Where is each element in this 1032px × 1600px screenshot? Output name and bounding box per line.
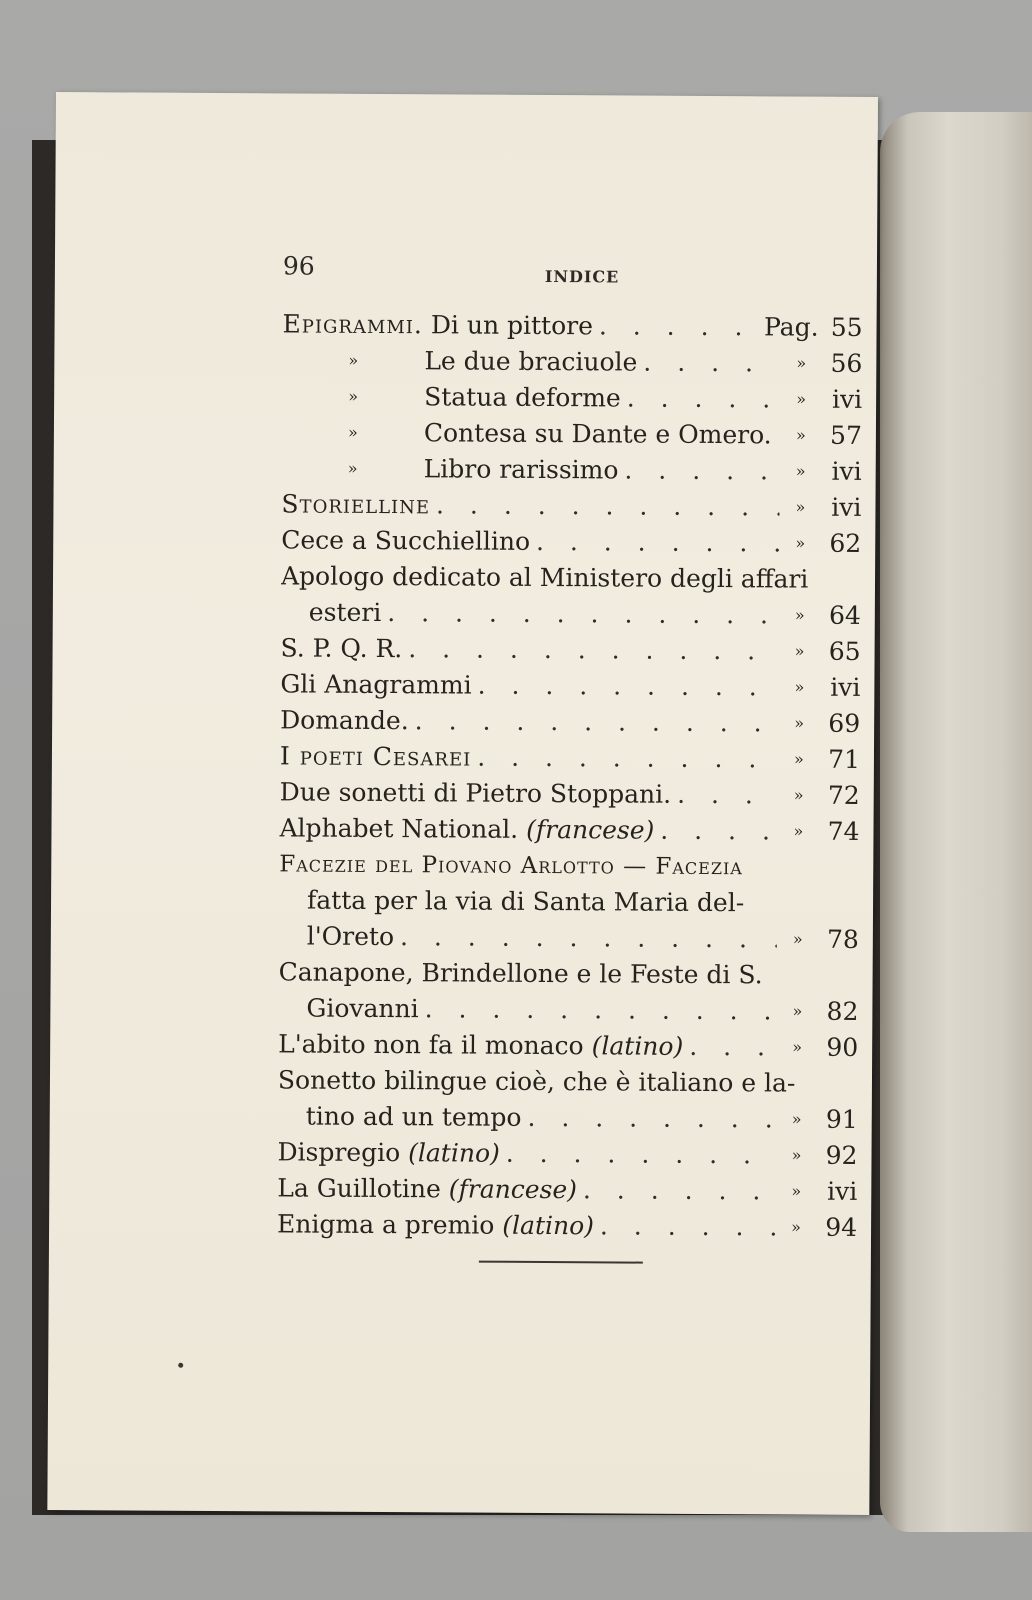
dot-leader <box>683 1030 776 1065</box>
dot-leader <box>530 525 779 561</box>
page-ref: ivi <box>831 384 863 414</box>
dot-leader <box>521 1101 775 1137</box>
page-ref: ivi <box>831 456 862 486</box>
toc-entry-line: fatta per la via di Santa Maria del- <box>306 885 745 918</box>
page-ref: 90 <box>826 1032 859 1062</box>
page-ref: 78 <box>826 924 859 954</box>
toc-entry: Enigma a premio (latino) . . . » 94 <box>277 1207 857 1245</box>
page-ref: 64 <box>828 600 861 630</box>
page-ref: ivi <box>827 1176 858 1206</box>
dot-leader <box>577 1173 776 1208</box>
toc-entry: L'abito non fa il monaco (latino) . . . » 90 <box>278 1027 858 1065</box>
page-ref: 62 <box>829 528 862 558</box>
dot-leader <box>381 596 779 632</box>
page-ref: 74 <box>827 816 860 846</box>
toc-entry-line: Sonetto bilingue cioè, che è italiano e la- <box>277 1065 796 1098</box>
dot-leader <box>471 741 778 777</box>
table-of-contents <box>47 92 878 1515</box>
toc-entry: esteri . . . » 64 <box>309 596 861 633</box>
toc-entry: Giovanni . . . » 82 <box>306 992 858 1029</box>
dot-leader <box>394 920 777 956</box>
dot-leader <box>472 669 779 705</box>
dot-leader <box>430 488 780 524</box>
dot-leader <box>618 453 779 488</box>
dot-leader <box>654 814 777 849</box>
running-header: INDICE <box>544 266 620 287</box>
toc-entry: » Libro rarissimo . . . » ivi <box>282 451 862 489</box>
toc-entry-line: Canapone, Brindellone e le Feste di S. <box>278 957 763 990</box>
page-number: 96 <box>282 251 315 281</box>
page-ref: 57 <box>830 420 863 450</box>
toc-entry-line: Facezie del Piovano Arlotto — Facezia <box>279 851 743 881</box>
page-ref: 71 <box>828 744 861 774</box>
page-ref: ivi <box>830 672 861 702</box>
page-ref: 94 <box>825 1212 858 1242</box>
page-ref: 82 <box>826 996 859 1026</box>
toc-entry: Alphabet National. (francese) . . . » 74 <box>279 811 859 849</box>
page-ref: 91 <box>825 1104 858 1134</box>
page-ref: 65 <box>828 636 861 666</box>
page-ref: 72 <box>827 780 860 810</box>
toc-entry-epigrammi: Epigrammi. Di un pittore . . . Pag. 55 <box>282 307 862 345</box>
dot-leader <box>500 1137 776 1173</box>
book-page <box>47 92 878 1515</box>
toc-entry: » Le due braciuole . . . » 56 <box>282 343 862 381</box>
dot-leader <box>621 381 781 416</box>
dot-leader <box>409 704 779 740</box>
page-ref: 55 <box>830 312 863 342</box>
toc-entry: » Statua deforme . . . » ivi <box>282 379 862 417</box>
ink-speck <box>178 1363 183 1368</box>
toc-entry: I poeti Cesarei . . . » 71 <box>280 739 860 777</box>
dot-leader <box>419 992 777 1028</box>
toc-entry-line: Apologo dedicato al Ministero degli affari <box>280 561 809 594</box>
toc-entry: Cece a Succhiellino . . . » 62 <box>281 523 861 561</box>
toc-entry: l'Oreto . . . » 78 <box>307 920 859 957</box>
toc-entry: Dispregio (latino) . . . » 92 <box>277 1135 857 1173</box>
dot-leader <box>637 346 780 381</box>
dot-leader <box>593 309 758 344</box>
toc-entry: » Contesa su Dante e Omero. . . . » 57 <box>282 415 862 453</box>
page-ref: 92 <box>825 1140 858 1170</box>
page-ref: ivi <box>831 492 862 522</box>
toc-entry: La Guillotine (francese) . . . » ivi <box>277 1171 857 1209</box>
toc-entry: S. P. Q. R. . . . » 65 <box>281 631 861 669</box>
dot-leader <box>594 1209 775 1244</box>
page-ref: 69 <box>828 708 861 738</box>
dot-leader <box>772 418 780 452</box>
toc-entry: Due sonetti di Pietro Stoppani. . . . » 72 <box>280 775 860 813</box>
dot-leader <box>402 632 778 668</box>
facing-page-curl <box>880 112 1032 1532</box>
toc-entry: tino ad un tempo . . . » 91 <box>306 1100 858 1137</box>
toc-entry: Domande. . . . » 69 <box>280 703 860 741</box>
page-ref: 56 <box>830 348 863 378</box>
toc-entry: Gli Anagrammi . . . » ivi <box>280 667 860 705</box>
dot-leader <box>671 778 778 813</box>
toc-entry: Storielline . . . » ivi <box>281 487 861 525</box>
